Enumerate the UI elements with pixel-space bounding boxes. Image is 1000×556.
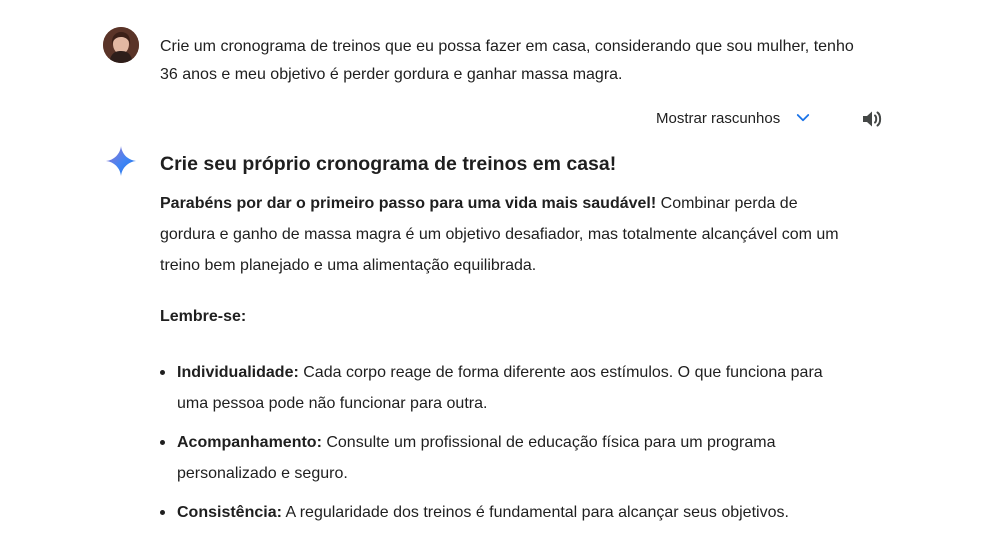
show-drafts-label: Mostrar rascunhos [656,109,781,127]
avatar-photo-icon [103,27,139,63]
speaker-icon[interactable] [860,107,884,131]
chevron-down-icon [794,109,812,127]
response-intro-text: Combinar perda de gordura e ganho de massa magra é um objetivo desafiador, mas totalmente alcançável com um treino bem planejado e uma alimentação equilibrada. [160,195,839,274]
remember-heading: Lembre-se: [160,308,247,325]
user-prompt-text: Crie um cronograma de treinos que eu possa fazer em casa, considerando que sou mulher, tenho 36 anos e meu objetivo é perder gordura e ganhar massa magra. [160,38,854,83]
list-item-term: Consistência: [177,504,282,521]
list-item [160,497,850,528]
response-title: Crie seu próprio cronograma de treinos em casa! [160,153,617,175]
show-drafts-button[interactable] [656,106,812,130]
response-intro [160,188,850,281]
bullet-dot [160,440,165,445]
list-item-text: Consulte um profissional de educação física para um programa personalizado e seguro. [177,434,776,482]
assistant-response [160,150,850,536]
list-item-term: Individualidade: [177,364,299,381]
list-item-term: Acompanhamento: [177,434,322,451]
bullet-dot [160,370,165,375]
response-intro-bold: Parabéns por dar o primeiro passo para uma vida mais saudável! [160,195,657,212]
list-item-text: A regularidade dos treinos é fundamental para alcançar seus objetivos. [281,504,789,521]
list-item-text: Cada corpo reage de forma diferente aos estímulos. O que funciona para uma pessoa pode não funcionar para outra. [177,364,823,412]
list-item [160,357,850,419]
remember-list [160,357,850,528]
gemini-sparkle-icon [105,145,137,177]
bullet-dot [160,510,165,515]
list-item [160,427,850,489]
user-avatar[interactable] [103,27,139,63]
